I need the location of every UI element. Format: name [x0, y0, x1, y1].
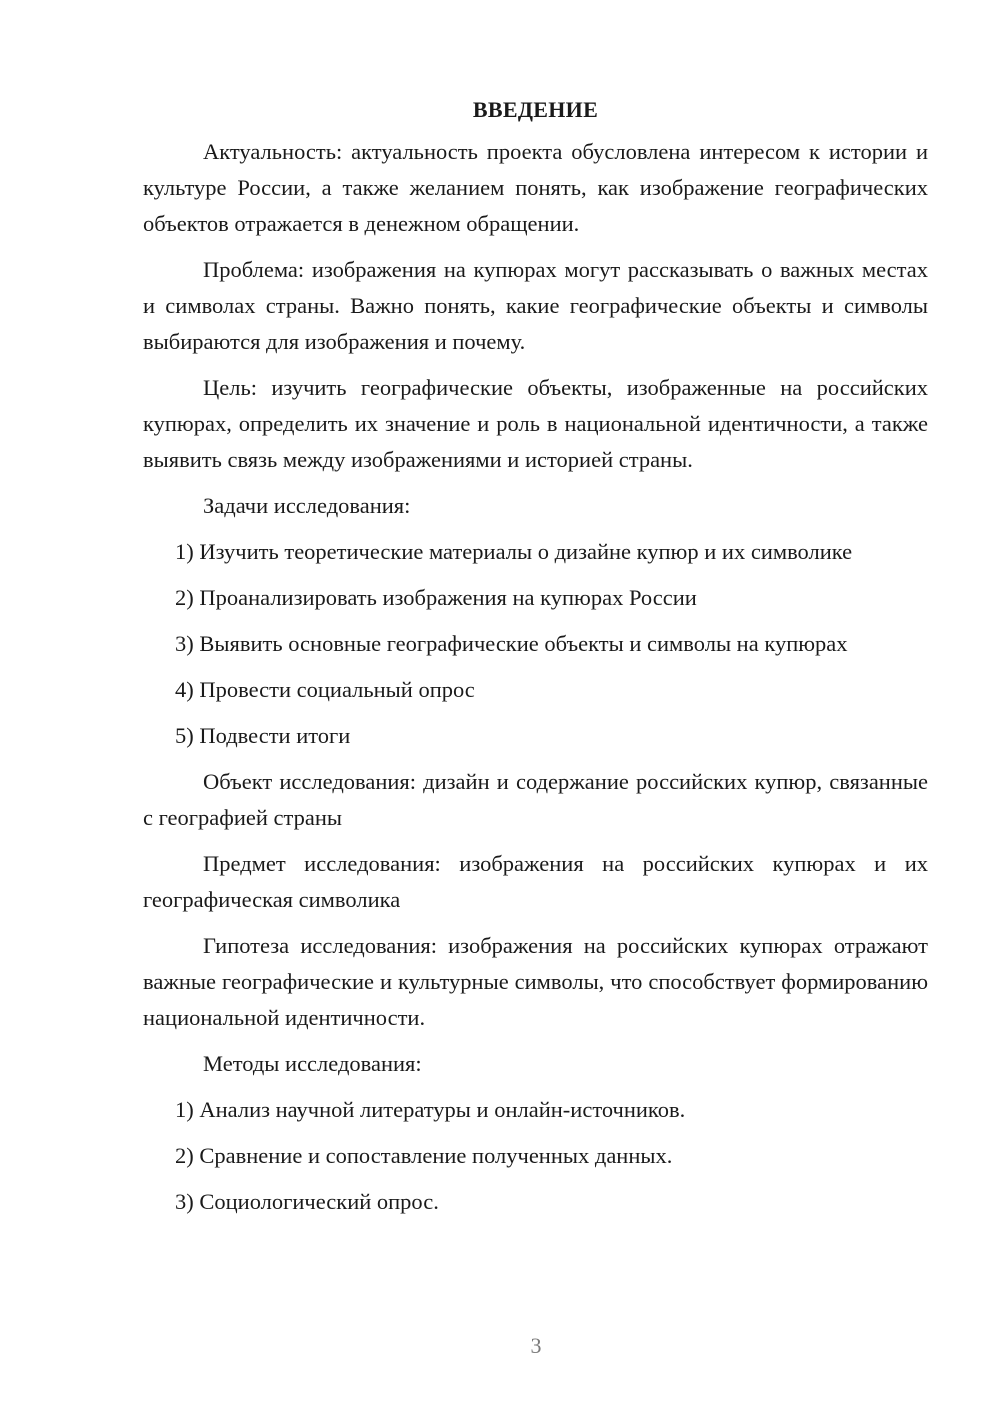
subject-paragraph: Предмет исследования: изображения на российских купюрах и их географическая символика: [143, 851, 928, 912]
goal-paragraph: Цель: изучить географические объекты, изображенные на российских купюрах, определить их значение и роль в национальной идентичности, а также выявить связь между изображениями и историей страны.: [143, 375, 928, 472]
problem-paragraph: Проблема: изображения на купюрах могут рассказывать о важных местах и символах страны. Важно понять, какие географические объекты и символы выбираются для изображения и почему.: [143, 257, 928, 354]
task-item: 5) Подвести итоги: [175, 723, 351, 748]
object-paragraph: Объект исследования: дизайн и содержание российских купюр, связанные с географией страны: [143, 769, 928, 830]
relevance-paragraph: Актуальность: актуальность проекта обусловлена интересом к истории и культуре России, а также желанием понять, как изображение географических объектов отражается в денежном обращении.: [143, 139, 928, 236]
method-item: 2) Сравнение и сопоставление полученных данных.: [175, 1143, 673, 1168]
hypothesis-paragraph: Гипотеза исследования: изображения на российских купюрах отражают важные географические и культурные символы, что способствует формированию национальной идентичности.: [143, 933, 928, 1030]
method-item: 1) Анализ научной литературы и онлайн-источников.: [175, 1097, 686, 1122]
method-item: 3) Социологический опрос.: [175, 1189, 439, 1214]
task-item: 3) Выявить основные географические объекты и символы на купюрах: [175, 631, 848, 656]
task-item: 2) Проанализировать изображения на купюрах России: [175, 585, 697, 610]
task-item: 4) Провести социальный опрос: [175, 677, 475, 702]
section-title: ВВЕДЕНИЕ: [472, 97, 599, 122]
tasks-heading: Задачи исследования:: [203, 493, 411, 518]
document-page: [143, 92, 928, 1230]
task-item: 1) Изучить теоретические материалы о дизайне купюр и их символике: [175, 539, 853, 564]
methods-heading: Методы исследования:: [203, 1051, 422, 1076]
page-number: 3: [530, 1333, 542, 1358]
